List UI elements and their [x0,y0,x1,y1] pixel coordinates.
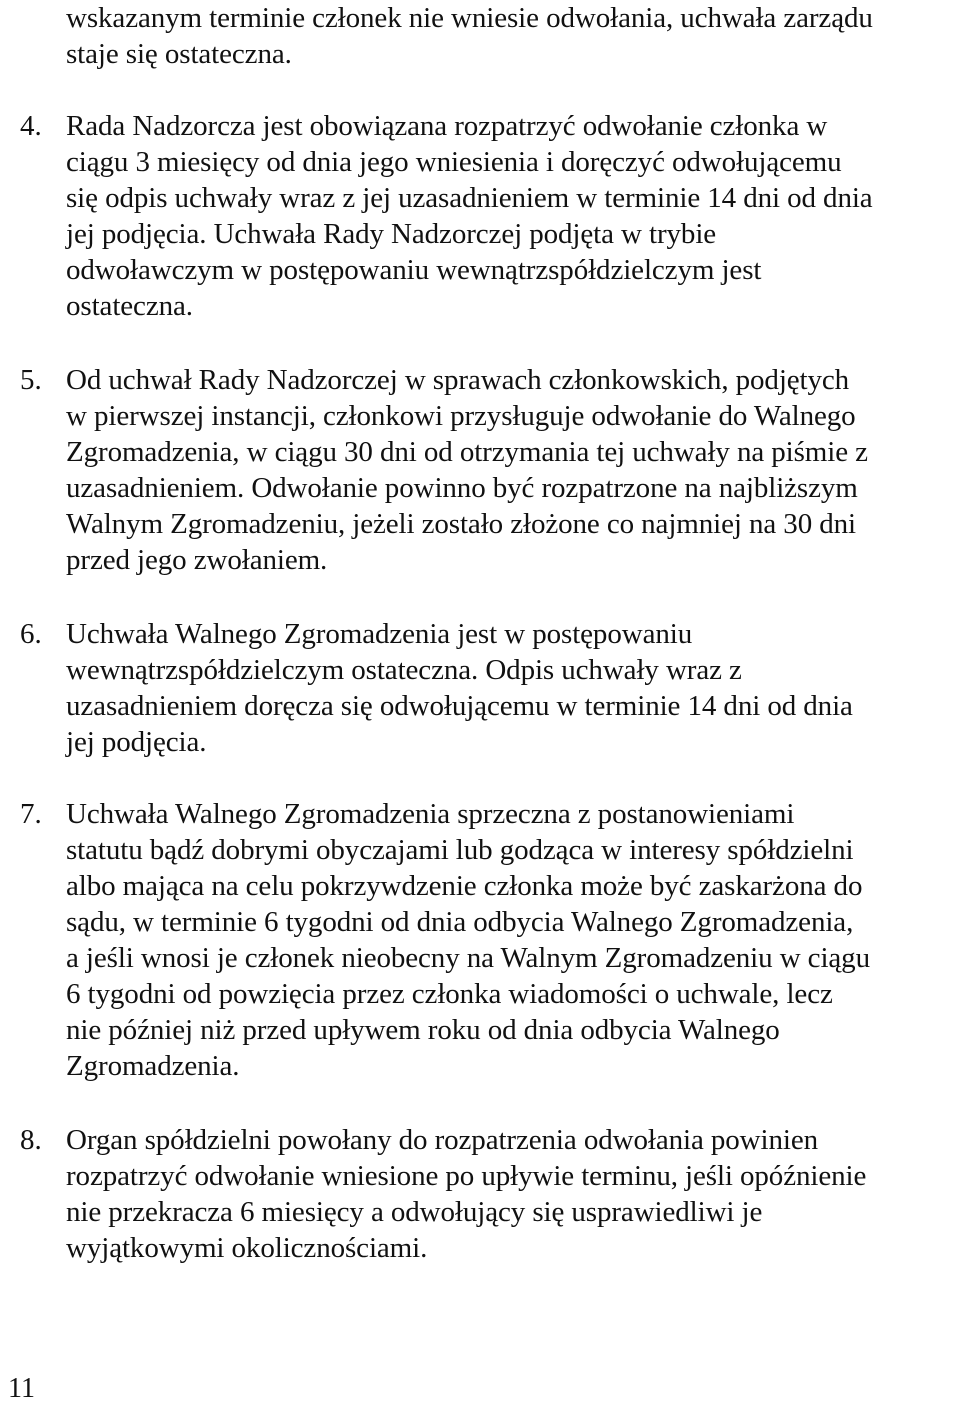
item-line: uzasadnieniem doręcza się odwołującemu w terminie 14 dni od dnia [66,690,853,722]
item-line: wyjątkowymi okolicznościami. [66,1232,428,1264]
item-line: nie przekracza 6 miesięcy a odwołujący się usprawiedliwi je [66,1196,763,1228]
item-line: ciągu 3 miesięcy od dnia jego wniesienia i doręczyć odwołującemu [66,146,842,178]
item-line: wewnątrzspółdzielczym ostateczna. Odpis uchwały wraz z [66,654,742,686]
item-number: 7. [20,798,42,830]
item-line: ostateczna. [66,290,193,322]
intro-line: wskazanym terminie członek nie wniesie odwołania, uchwała zarządu [66,2,873,34]
item-number: 5. [20,364,42,396]
page-number: 11 [8,1373,35,1404]
item-line: w pierwszej instancji, członkowi przysługuje odwołanie do Walnego [66,400,856,432]
item-number: 8. [20,1124,42,1156]
item-line: Uchwała Walnego Zgromadzenia sprzeczna z postanowieniami [66,798,795,830]
item-number: 4. [20,110,42,142]
item-line: Uchwała Walnego Zgromadzenia jest w postępowaniu [66,618,693,650]
item-line: odwoławczym w postępowaniu wewnątrzspółdzielczym jest [66,254,762,286]
item-line: sądu, w terminie 6 tygodni od dnia odbycia Walnego Zgromadzenia, [66,906,854,938]
item-line: Walnym Zgromadzeniu, jeżeli zostało złożone co najmniej na 30 dni [66,508,857,540]
item-line: Organ spółdzielni powołany do rozpatrzenia odwołania powinien [66,1124,818,1156]
item-line: jej podjęcia. [66,726,207,758]
item-line: Zgromadzenia. [66,1050,240,1082]
item-line: statutu bądź dobrymi obyczajami lub godząca w interesy spółdzielni [66,834,854,866]
item-line: się odpis uchwały wraz z jej uzasadnieniem w terminie 14 dni od dnia [66,182,873,214]
item-line: Od uchwał Rady Nadzorczej w sprawach członkowskich, podjętych [66,364,850,396]
item-line: a jeśli wnosi je członek nieobecny na Walnym Zgromadzeniu w ciągu [66,942,870,974]
item-line: uzasadnieniem. Odwołanie powinno być rozpatrzone na najbliższym [66,472,858,504]
item-line: albo mająca na celu pokrzywdzenie członka może być zaskarżona do [66,870,863,902]
item-line: nie później niż przed upływem roku od dnia odbycia Walnego [66,1014,780,1046]
item-line: jej podjęcia. Uchwała Rady Nadzorczej podjęta w trybie [66,218,717,250]
item-line: 6 tygodni od powzięcia przez członka wiadomości o uchwale, lecz [66,978,833,1010]
item-line: rozpatrzyć odwołanie wniesione po upływie terminu, jeśli opóźnienie [66,1160,867,1192]
item-number: 6. [20,618,42,650]
item-line: przed jego zwołaniem. [66,544,328,576]
item-line: Zgromadzenia, w ciągu 30 dni od otrzymania tej uchwały na piśmie z [66,436,868,468]
intro-line: staje się ostateczna. [66,38,292,70]
item-line: Rada Nadzorcza jest obowiązana rozpatrzyć odwołanie członka w [66,110,828,142]
